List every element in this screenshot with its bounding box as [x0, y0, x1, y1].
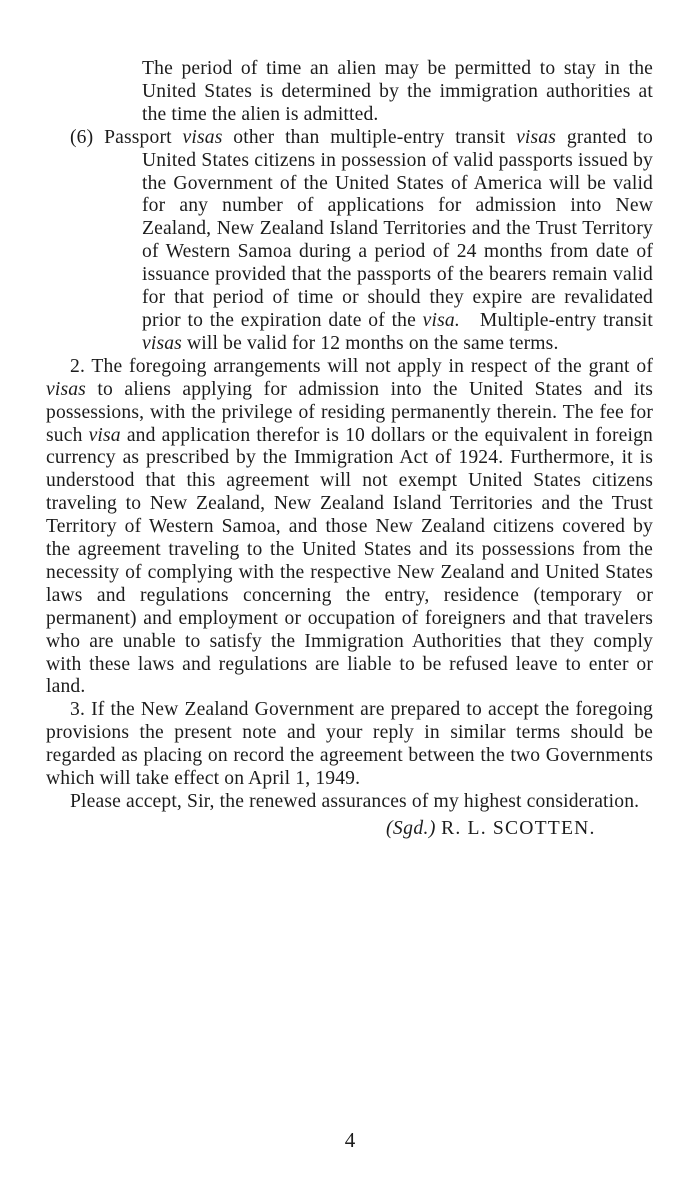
closing-text: Please accept, Sir, the renewed assurances of my highest consideration.: [70, 791, 640, 812]
item-6-text-1: Passport: [104, 126, 172, 148]
paragraph-2-text-1: 2. The foregoing arrangements will not apply in respect of the grant of: [70, 355, 653, 377]
signatory-name: R. L. SCOTTEN.: [441, 817, 596, 839]
item-6-visa-1: visas: [182, 126, 223, 148]
page-number: 4: [344, 1128, 356, 1152]
paragraph-2: [46, 356, 653, 700]
signed-mark: (Sgd.): [386, 817, 436, 839]
continuation-paragraph: [46, 58, 653, 127]
closing-paragraph: [46, 791, 653, 814]
paragraph-3-text: 3. If the New Zealand Government are prepared to accept the foregoing provisions the present note and your reply in similar terms should be regarded as placing on record the agreement between the two Governments which will take effect on April 1, 1949.: [46, 699, 653, 790]
item-6-visa-3: visa.: [422, 309, 460, 331]
item-6-visa-4: visas: [142, 332, 182, 354]
item-6-text-5: will be valid for 12 months on the same terms.: [187, 332, 559, 354]
signature-line: [46, 818, 653, 841]
item-number: (6): [70, 126, 94, 148]
item-6-paragraph: [46, 127, 653, 356]
item-6-text-2: other than multiple-entry transit: [233, 126, 506, 148]
paragraph-2-text-3: and application therefor is 10 dollars or the equivalent in foreign currency as prescribed by the Immigration Act of 1924. Furthermore, it is understood that this agreement will not exempt United States citizens traveling to New Zealand, New Zealand Island Territories and the Trust Territory of Western Samoa, and those New Zealand citizens covered by the agreement traveling to the United States and its possessions from the necessity of complying with the respective New Zealand and United States laws and regulations concerning the entry, residence (temporary or permanent) and employment or occupation of foreigners and that travelers who are unable to satisfy the Immigration Authorities that they comply with these laws and regulations are liable to be refused leave to enter or land.: [46, 424, 653, 698]
continuation-text: The period of time an alien may be permitted to stay in the United States is determined by the immigration authorities at the time the alien is admitted.: [142, 58, 653, 125]
paragraph-2-visa-2: visa: [88, 424, 121, 446]
item-6-visa-2: visas: [516, 126, 556, 148]
paragraph-3: [46, 699, 653, 791]
item-6-text-3: granted to United States citizens in possession of valid passports issued by the Government of the United States of America will be valid for any number of applications for admission into New Zealand, New Zealand Island Territories and the Trust Territory of Western Samoa during a period of 24 months from date of issuance provided that the passports of the bearers remain valid for that period of time or should they expire are revalidated prior to the expiration date of the: [142, 126, 653, 331]
document-body: [46, 58, 653, 841]
paragraph-2-text-2: to aliens applying for admission into the United States and its possessions, with the privilege of residing permanently therein. The fee for such: [46, 378, 653, 446]
item-6-text-4: Multiple-entry transit: [479, 309, 653, 331]
paragraph-2-visa-1: visas: [46, 378, 86, 400]
